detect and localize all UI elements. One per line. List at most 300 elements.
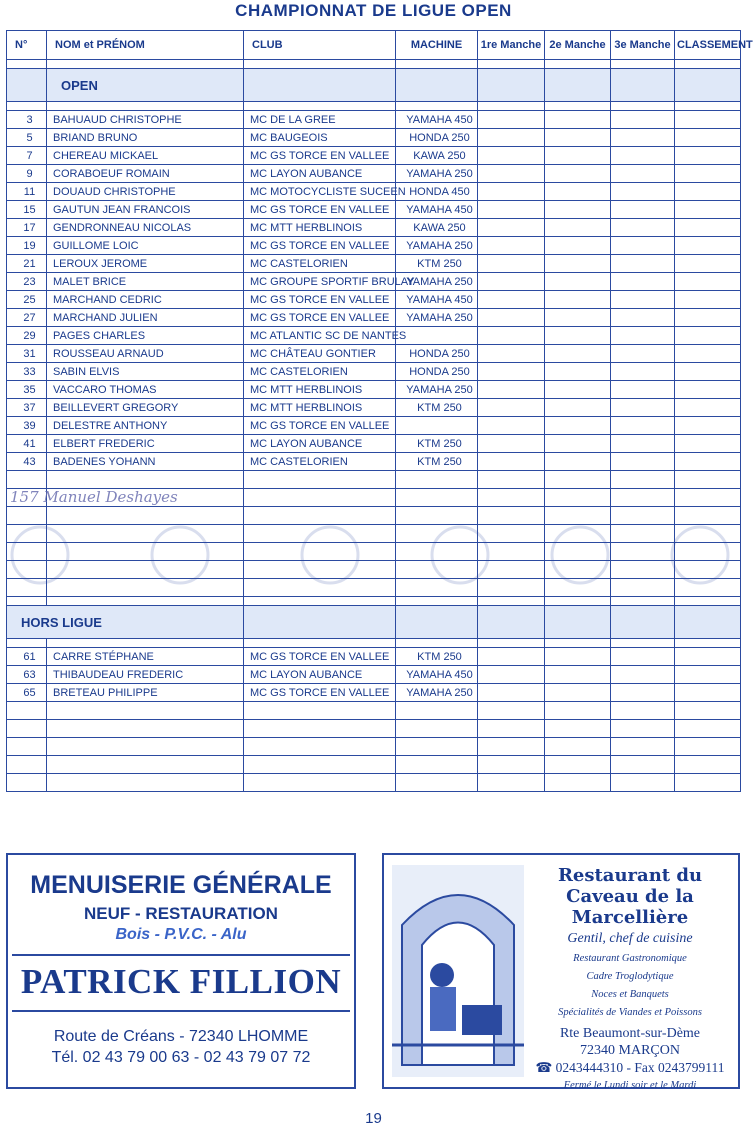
section-hors-ligue [7,606,741,639]
row-manche3 [611,255,675,273]
row-manche1 [478,561,545,579]
row-num: 65 [7,684,47,702]
restaurant-illustration [392,865,524,1077]
row-num [7,720,47,738]
row-machine: KAWA 250 [396,147,478,165]
row-manche3 [611,327,675,345]
section-open [7,69,741,102]
row-machine: YAMAHA 450 [396,291,478,309]
row-club [244,489,396,507]
row-classement [675,273,741,291]
row-machine: KAWA 250 [396,219,478,237]
row-manche1 [478,345,545,363]
row-manche2 [545,435,611,453]
row-club: MC CASTELORIEN [244,255,396,273]
table-row [7,129,741,147]
row-name: BEILLEVERT GREGORY [47,399,244,417]
row-club [244,756,396,774]
row-club [244,471,396,489]
row-manche2 [545,774,611,792]
gap-row [7,597,741,606]
row-manche3 [611,471,675,489]
header-manche2: 2e Manche [545,31,611,60]
restaurant-address-1: Rte Beaumont-sur-Dème [559,1026,701,1041]
row-club: MC GS TORCE EN VALLEE [244,201,396,219]
table-row [7,255,741,273]
row-manche1 [478,129,545,147]
row-machine: YAMAHA 250 [396,165,478,183]
restaurant-address-2: 72340 MARÇON [580,1043,680,1058]
restaurant-phone: ☎ 0243444310 - Fax 0243799111 [535,1060,725,1075]
row-manche1 [478,756,545,774]
row-name: BRETEAU PHILIPPE [47,684,244,702]
row-name: CARRE STÉPHANE [47,648,244,666]
header-machine: MACHINE [396,31,478,60]
row-num [7,774,47,792]
row-club: MC LAYON AUBANCE [244,165,396,183]
row-club [244,543,396,561]
row-club [244,738,396,756]
row-machine: HONDA 250 [396,129,478,147]
row-manche1 [478,720,545,738]
row-machine [396,417,478,435]
row-manche3 [611,147,675,165]
row-manche2 [545,561,611,579]
row-machine: YAMAHA 250 [396,684,478,702]
row-classement [675,525,741,543]
row-manche1 [478,399,545,417]
row-classement [675,543,741,561]
row-club: MC GS TORCE EN VALLEE [244,648,396,666]
row-club: MC GS TORCE EN VALLEE [244,291,396,309]
row-machine: YAMAHA 250 [396,309,478,327]
row-manche2 [545,201,611,219]
row-manche3 [611,774,675,792]
ad-menuiserie-materials: Bois - P.V.C. - Alu [115,926,247,943]
row-manche1 [478,507,545,525]
row-manche2 [545,471,611,489]
row-num: 23 [7,273,47,291]
row-machine [396,702,478,720]
row-machine: KTM 250 [396,648,478,666]
row-name [47,543,244,561]
row-manche2 [545,684,611,702]
row-manche3 [611,525,675,543]
header-club: CLUB [244,31,396,60]
row-classement [675,417,741,435]
row-classement [675,327,741,345]
restaurant-closed: Fermé le Lundi soir et le Mardi [563,1080,697,1091]
row-manche1 [478,201,545,219]
row-name: CORABOEUF ROMAIN [47,165,244,183]
restaurant-desc-4: Spécialités de Viandes et Poissons [558,1007,702,1018]
row-num [7,561,47,579]
row-manche3 [611,417,675,435]
row-num [7,738,47,756]
row-manche1 [478,363,545,381]
restaurant-title-1: Restaurant du [557,865,703,886]
row-name: GENDRONNEAU NICOLAS [47,219,244,237]
table-row [7,183,741,201]
row-num: 3 [7,111,47,129]
row-manche2 [545,111,611,129]
row-manche2 [545,309,611,327]
row-manche3 [611,543,675,561]
row-manche3 [611,363,675,381]
row-classement [675,648,741,666]
row-manche2 [545,507,611,525]
row-machine: YAMAHA 250 [396,237,478,255]
row-club: MC CHÂTEAU GONTIER [244,345,396,363]
row-manche2 [545,648,611,666]
row-machine: HONDA 250 [396,345,478,363]
row-manche1 [478,543,545,561]
row-classement [675,129,741,147]
table-row [7,165,741,183]
table-row [7,219,741,237]
row-num: 39 [7,417,47,435]
row-club: MC GS TORCE EN VALLEE [244,237,396,255]
row-club: MC GROUPE SPORTIF BRULAY [244,273,396,291]
row-manche2 [545,291,611,309]
row-classement [675,561,741,579]
row-manche1 [478,291,545,309]
empty-row [7,720,741,738]
table-row [7,666,741,684]
row-name: ELBERT FREDERIC [47,435,244,453]
row-machine [396,507,478,525]
row-num: 41 [7,435,47,453]
row-machine: HONDA 250 [396,363,478,381]
ad-menuiserie-subtitle: NEUF - RESTAURATION [84,904,278,923]
row-name [47,738,244,756]
restaurant-title-2: Caveau de la Marcellière [566,886,694,928]
row-club: MC LAYON AUBANCE [244,435,396,453]
row-club: MC CASTELORIEN [244,453,396,471]
row-manche1 [478,111,545,129]
row-name: GUILLOME LOIC [47,237,244,255]
row-machine: KTM 250 [396,399,478,417]
row-num [7,507,47,525]
row-machine: HONDA 450 [396,183,478,201]
table-row [7,327,741,345]
row-manche3 [611,648,675,666]
table-row [7,648,741,666]
row-manche1 [478,453,545,471]
row-num: 37 [7,399,47,417]
row-manche2 [545,453,611,471]
row-manche3 [611,666,675,684]
header-classement: CLASSEMENT [675,31,741,60]
table-row [7,453,741,471]
row-manche1 [478,774,545,792]
row-manche3 [611,165,675,183]
row-manche2 [545,381,611,399]
row-manche2 [545,666,611,684]
ad-menuiserie-title: MENUISERIE GÉNÉRALE [30,871,332,899]
row-classement [675,183,741,201]
table-row [7,309,741,327]
row-manche3 [611,399,675,417]
row-machine: KTM 250 [396,453,478,471]
row-num [7,579,47,597]
row-manche3 [611,291,675,309]
row-manche1 [478,381,545,399]
page-number: 19 [365,1110,382,1127]
row-machine [396,489,478,507]
row-manche2 [545,543,611,561]
empty-row [7,471,741,489]
row-name [47,471,244,489]
row-num [7,756,47,774]
row-manche2 [545,165,611,183]
row-manche3 [611,273,675,291]
row-machine: KTM 250 [396,435,478,453]
row-manche2 [545,363,611,381]
table-row [7,291,741,309]
row-num [7,471,47,489]
row-manche2 [545,579,611,597]
row-manche1 [478,648,545,666]
row-manche3 [611,738,675,756]
row-club [244,561,396,579]
row-manche2 [545,129,611,147]
row-manche1 [478,417,545,435]
row-machine [396,774,478,792]
row-name: THIBAUDEAU FREDERIC [47,666,244,684]
row-name: BRIAND BRUNO [47,129,244,147]
row-num: 15 [7,201,47,219]
row-name [47,774,244,792]
row-num [7,702,47,720]
gap-row [7,60,741,69]
row-club: MC GS TORCE EN VALLEE [244,147,396,165]
row-name: CHEREAU MICKAEL [47,147,244,165]
row-classement [675,363,741,381]
row-name: VACCARO THOMAS [47,381,244,399]
table-header [7,31,741,60]
row-manche1 [478,183,545,201]
row-num: 35 [7,381,47,399]
row-name: BADENES YOHANN [47,453,244,471]
row-num: 19 [7,237,47,255]
row-manche1 [478,525,545,543]
row-machine [396,525,478,543]
row-club [244,525,396,543]
row-machine: YAMAHA 450 [396,111,478,129]
divider [12,954,350,956]
row-club: MC GS TORCE EN VALLEE [244,417,396,435]
row-manche3 [611,507,675,525]
row-num [7,525,47,543]
empty-row [7,774,741,792]
row-manche1 [478,219,545,237]
row-machine: YAMAHA 450 [396,201,478,219]
row-machine [396,471,478,489]
ad-menuiserie-address: Route de Créans - 72340 LHOMME [53,1028,309,1045]
row-classement [675,165,741,183]
row-manche3 [611,435,675,453]
gap-row [7,102,741,111]
row-manche2 [545,345,611,363]
row-name [47,525,244,543]
row-classement [675,219,741,237]
row-classement [675,720,741,738]
row-classement [675,381,741,399]
row-num: 27 [7,309,47,327]
restaurant-desc-1: Restaurant Gastronomique [573,953,687,964]
row-manche1 [478,579,545,597]
row-manche3 [611,381,675,399]
table-row [7,417,741,435]
row-manche3 [611,237,675,255]
row-num: 29 [7,327,47,345]
row-classement [675,309,741,327]
row-club: MC MOTOCYCLISTE SUCEEN [244,183,396,201]
header-name: NOM et PRÉNOM [47,31,244,60]
row-num: 7 [7,147,47,165]
row-manche3 [611,111,675,129]
table-row [7,435,741,453]
row-club [244,702,396,720]
table-row [7,345,741,363]
empty-row [7,543,741,561]
row-manche2 [545,756,611,774]
row-manche1 [478,738,545,756]
row-club: MC BAUGEOIS [244,129,396,147]
row-manche3 [611,219,675,237]
row-manche1 [478,702,545,720]
row-classement [675,756,741,774]
row-machine [396,579,478,597]
row-manche2 [545,525,611,543]
row-manche2 [545,720,611,738]
restaurant-chef: Gentil, chef de cuisine [567,931,693,946]
row-num: 31 [7,345,47,363]
row-name [47,720,244,738]
header-manche1: 1re Manche [478,31,545,60]
row-club [244,720,396,738]
row-name: MARCHAND JULIEN [47,309,244,327]
empty-row [7,738,741,756]
row-club: MC MTT HERBLINOIS [244,399,396,417]
row-manche1 [478,489,545,507]
row-manche3 [611,129,675,147]
row-classement [675,147,741,165]
row-classement [675,291,741,309]
table-row [7,381,741,399]
row-machine: KTM 250 [396,255,478,273]
row-classement [675,738,741,756]
row-manche2 [545,327,611,345]
row-club: MC MTT HERBLINOIS [244,381,396,399]
row-name: DELESTRE ANTHONY [47,417,244,435]
row-machine [396,543,478,561]
row-manche1 [478,666,545,684]
restaurant-desc-3: Noces et Banquets [591,989,669,1000]
row-name: ROUSSEAU ARNAUD [47,345,244,363]
empty-row [7,561,741,579]
row-manche2 [545,417,611,435]
row-name: MALET BRICE [47,273,244,291]
row-classement [675,345,741,363]
row-club: MC GS TORCE EN VALLEE [244,684,396,702]
row-club: MC LAYON AUBANCE [244,666,396,684]
row-club: MC CASTELORIEN [244,363,396,381]
row-manche3 [611,684,675,702]
section-hors-ligue-label: HORS LIGUE [7,606,244,639]
row-manche1 [478,327,545,345]
row-classement [675,399,741,417]
row-num: 17 [7,219,47,237]
row-name: SABIN ELVIS [47,363,244,381]
row-classement [675,111,741,129]
empty-row [7,579,741,597]
row-machine [396,720,478,738]
table-row [7,399,741,417]
row-classement [675,774,741,792]
row-manche3 [611,453,675,471]
row-manche2 [545,702,611,720]
row-num [7,543,47,561]
table-row [7,273,741,291]
row-club: MC MTT HERBLINOIS [244,219,396,237]
row-manche3 [611,183,675,201]
row-manche1 [478,471,545,489]
row-manche1 [478,273,545,291]
row-manche2 [545,237,611,255]
row-manche3 [611,309,675,327]
row-manche2 [545,738,611,756]
row-manche3 [611,201,675,219]
row-num: 63 [7,666,47,684]
row-classement [675,684,741,702]
header-manche3: 3e Manche [611,31,675,60]
divider [12,1010,350,1012]
row-classement [675,579,741,597]
row-num: 21 [7,255,47,273]
empty-row [7,756,741,774]
empty-row [7,702,741,720]
empty-row [7,525,741,543]
row-name: GAUTUN JEAN FRANCOIS [47,201,244,219]
row-manche2 [545,255,611,273]
row-name [47,561,244,579]
row-name: DOUAUD CHRISTOPHE [47,183,244,201]
table-row [7,201,741,219]
row-name: MARCHAND CEDRIC [47,291,244,309]
ad-menuiserie-name: PATRICK FILLION [20,962,342,1001]
row-manche3 [611,489,675,507]
handwritten-note: 157 Manuel Deshayes [10,488,178,506]
row-club: MC ATLANTIC SC DE NANTES [244,327,396,345]
row-manche3 [611,702,675,720]
row-name [47,756,244,774]
row-classement [675,702,741,720]
row-manche1 [478,237,545,255]
row-manche2 [545,183,611,201]
row-manche2 [545,489,611,507]
section-open-label: OPEN [47,69,244,102]
row-manche1 [478,309,545,327]
row-manche2 [545,147,611,165]
table-row [7,147,741,165]
row-num: 33 [7,363,47,381]
ad-restaurant [382,853,740,1089]
row-name: PAGES CHARLES [47,327,244,345]
row-club: MC GS TORCE EN VALLEE [244,309,396,327]
row-club [244,507,396,525]
